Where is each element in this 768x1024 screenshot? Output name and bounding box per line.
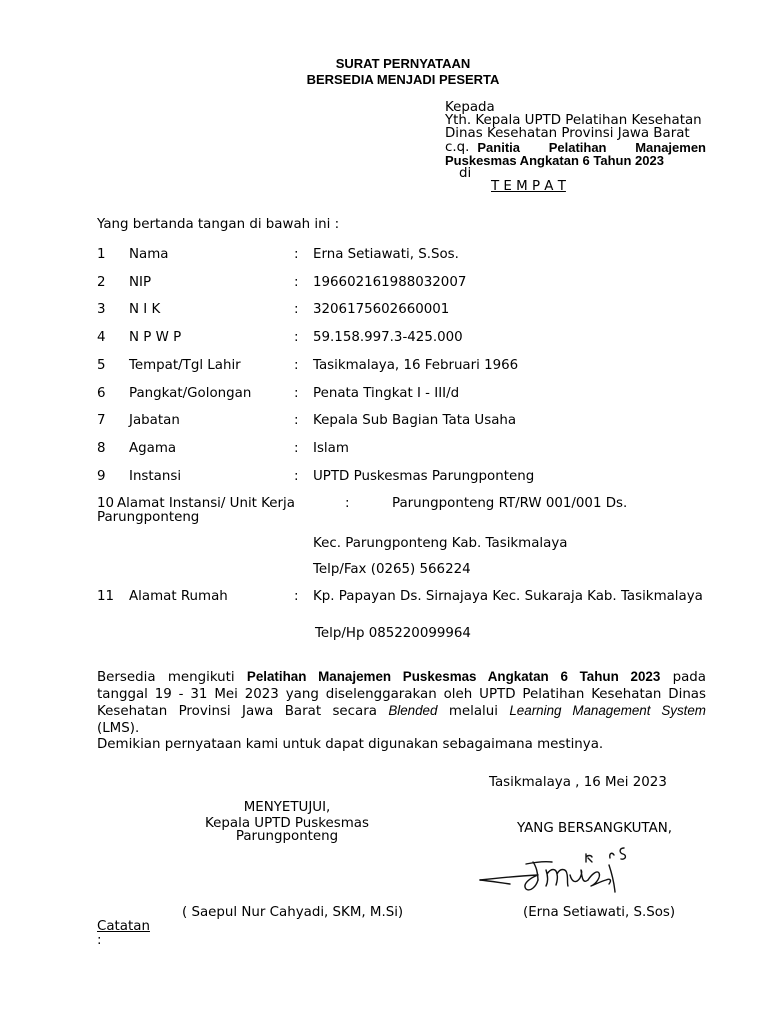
recipient-line2: Dinas Kesehatan Provinsi Jawa Barat xyxy=(445,126,690,141)
body-line2: tanggal 19 - 31 Mei 2023 yang diselenggarakan oleh UPTD Pelatihan Kesehatan Dinas xyxy=(97,686,706,702)
body-text: pada xyxy=(672,670,706,685)
field-label: N I K xyxy=(129,302,161,317)
field-number: 6 xyxy=(97,386,106,401)
recipient-di: di xyxy=(459,166,472,181)
approver-name: ( Saepul Nur Cahyadi, SKM, M.Si) xyxy=(182,905,404,920)
note-label: Catatan xyxy=(97,919,150,934)
document-title: SURAT PERNYATAAN xyxy=(335,56,471,71)
field-number: 7 xyxy=(97,413,106,428)
blended-term: Blended xyxy=(388,703,438,718)
field-value: Parungponteng RT/RW 001/001 Ds. xyxy=(392,496,628,511)
field-value: Kepala Sub Bagian Tata Usaha xyxy=(313,413,517,428)
field-separator: : xyxy=(294,358,299,373)
document-subtitle: BERSEDIA MENJADI PESERTA xyxy=(306,72,500,87)
body-text: melalui xyxy=(448,704,498,719)
field-value-line2: Kec. Parungponteng Kab. Tasikmalaya xyxy=(313,536,568,551)
lms-term: Learning Management System xyxy=(509,703,706,718)
training-name: Pelatihan Manajemen Puskesmas Angkatan 6 Tahun 2023 xyxy=(246,669,661,684)
field-label: Tempat/Tgl Lahir xyxy=(129,358,241,373)
field-separator: : xyxy=(294,589,299,604)
field-separator: : xyxy=(345,496,350,511)
field-value-line3: Telp/Fax (0265) 566224 xyxy=(313,562,471,577)
signer-title: YANG BERSANGKUTAN, xyxy=(517,821,672,836)
approval-label: MENYETUJUI, xyxy=(243,800,331,815)
field-number: 4 xyxy=(97,330,106,345)
field-label: Alamat Instansi/ Unit Kerja xyxy=(117,496,295,511)
field-value: Islam xyxy=(313,441,349,456)
field-number: 5 xyxy=(97,358,106,373)
cq-committee: Panitia Pelatihan Manajemen xyxy=(477,140,706,155)
signer-name: (Erna Setiawati, S.Sos) xyxy=(523,905,676,920)
intro-text: Yang bertanda tangan di bawah ini : xyxy=(97,217,340,232)
field-value: 3206175602660001 xyxy=(313,302,450,317)
field-number: 8 xyxy=(97,441,106,456)
field-separator: : xyxy=(294,247,299,262)
field-number: 11 xyxy=(97,589,115,604)
field-separator: : xyxy=(294,386,299,401)
body-paragraph xyxy=(97,669,706,754)
approver-office: Parungponteng xyxy=(235,829,339,844)
field-label: NIP xyxy=(129,275,152,290)
field-label: N P W P xyxy=(129,330,182,345)
field-number: 3 xyxy=(97,302,106,317)
body-text: Bersedia mengikuti xyxy=(97,670,235,685)
field-value: 59.158.997.3-425.000 xyxy=(313,330,463,345)
field-number: 10 xyxy=(97,496,115,511)
field-separator: : xyxy=(294,413,299,428)
field-separator: : xyxy=(294,469,299,484)
field-value: 196602161988032007 xyxy=(313,275,467,290)
field-label: Jabatan xyxy=(129,413,180,428)
field-number: 9 xyxy=(97,469,106,484)
field-separator: : xyxy=(294,302,299,317)
field-label: Agama xyxy=(129,441,177,456)
field-value: Erna Setiawati, S.Sos. xyxy=(313,247,459,262)
recipient-tempat: T E M P A T xyxy=(491,179,566,194)
place-date: Tasikmalaya , 16 Mei 2023 xyxy=(489,775,667,790)
field-separator: : xyxy=(294,275,299,290)
field-label: Pangkat/Golongan xyxy=(129,386,252,401)
field-label: Nama xyxy=(129,247,169,262)
field-value-wrap: Parungponteng xyxy=(97,510,200,525)
field-value: Penata Tingkat I - III/d xyxy=(313,386,460,401)
note-colon: : xyxy=(97,933,102,948)
field-separator: : xyxy=(294,330,299,345)
body-text: Kesehatan Provinsi Jawa Barat secara xyxy=(97,704,377,719)
field-number: 2 xyxy=(97,275,106,290)
approver-title: Kepala UPTD Puskesmas xyxy=(205,816,369,831)
field-label: Instansi xyxy=(129,469,182,484)
recipient-kepada: Kepada xyxy=(445,100,495,115)
field-value: Kp. Papayan Ds. Sirnajaya Kec. Sukaraja Kab. Tasikmalaya xyxy=(313,589,703,604)
field-value: UPTD Puskesmas Parungponteng xyxy=(313,469,535,484)
body-line4: (LMS). xyxy=(97,720,140,736)
field-value-line2: Telp/Hp 085220099964 xyxy=(315,626,471,641)
field-separator: : xyxy=(294,441,299,456)
field-number: 1 xyxy=(97,247,106,262)
recipient-line1: Yth. Kepala UPTD Pelatihan Kesehatan xyxy=(445,113,702,128)
field-label: Alamat Rumah xyxy=(129,589,228,604)
signature-image xyxy=(478,840,638,902)
closing-statement: Demikian pernyataan kami untuk dapat digunakan sebagaimana mestinya. xyxy=(97,737,604,752)
field-value: Tasikmalaya, 16 Februari 1966 xyxy=(313,358,519,373)
cq-prefix: c.q. xyxy=(445,140,470,155)
recipient-line4: Puskesmas Angkatan 6 Tahun 2023 xyxy=(445,153,664,168)
body-line3 xyxy=(97,703,706,721)
body-line1 xyxy=(97,669,706,687)
